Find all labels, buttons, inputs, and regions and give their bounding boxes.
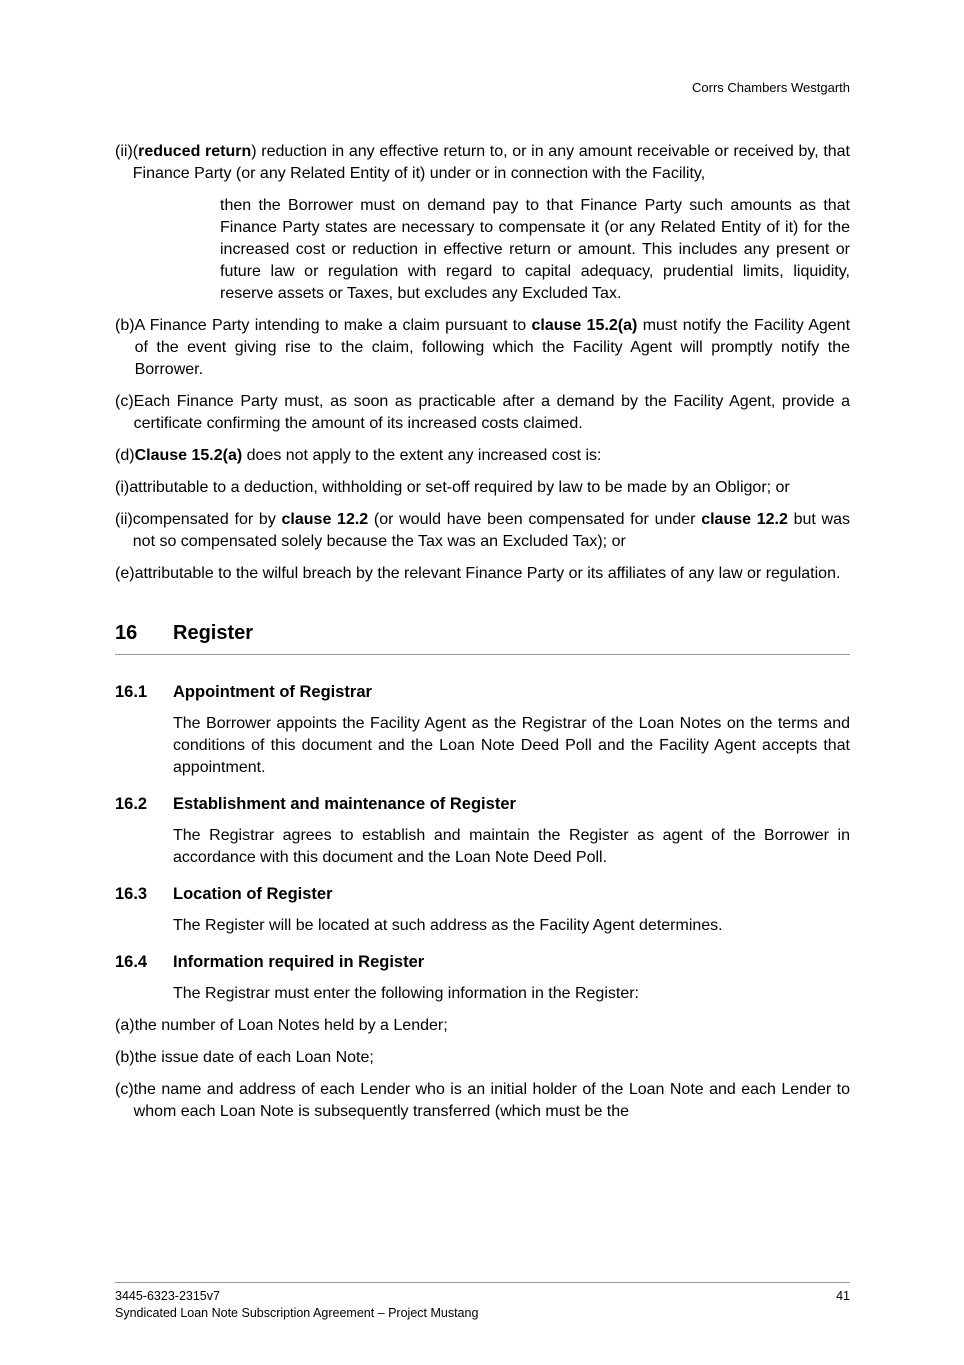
subsection-heading — [115, 951, 850, 973]
paragraph — [173, 915, 850, 937]
clause-label: (b) — [115, 1049, 135, 1066]
subsection-heading — [115, 883, 850, 905]
text-run: then the Borrower must on demand pay to that Finance Party such amounts as that Finance Party states are necessary to compensate it (or any Related Entity of it) for the increased cost or reduction in effective return or amount. This includes any present or future law or regulation with regard to capital adequacy, prudential limits, liquidity, reserve assets or Taxes, but excludes any Excluded Tax. — [220, 197, 850, 302]
clause-text — [135, 1015, 850, 1037]
text-run: clause 15.2(a) — [531, 317, 638, 334]
text-run: the number of Loan Notes held by a Lender; — [134, 1017, 448, 1034]
section-heading — [115, 621, 850, 645]
clause-list-item — [115, 509, 850, 553]
document-body — [115, 141, 850, 1123]
text-run: attributable to the wilful breach by the relevant Finance Party or its affiliates of any law or regulation. — [134, 565, 841, 582]
clause-list-item — [115, 391, 850, 435]
clause-text — [133, 141, 850, 185]
text-run: ) reduction in any effective return to, or in any amount receivable or received by, that Finance Party (or any Related Entity of it) under or in connection with the Facility, — [132, 143, 851, 182]
clause-label: (d) — [115, 447, 135, 464]
clause-list-item — [115, 563, 850, 585]
footer-rule — [115, 1282, 850, 1283]
clause-list-item — [115, 141, 850, 185]
text-run: Clause 15.2(a) — [134, 447, 243, 464]
clause-text — [135, 445, 850, 467]
clause-text — [134, 391, 850, 435]
text-run: does not apply to the extent any increased cost is: — [242, 447, 602, 464]
text-run: attributable to a deduction, withholding or set-off required by law to be made by an Obligor; or — [129, 479, 790, 496]
text-run: the issue date of each Loan Note; — [134, 1049, 374, 1066]
doc-title: Syndicated Loan Note Subscription Agreement – Project Mustang — [115, 1306, 479, 1320]
clause-label: (c) — [115, 1081, 134, 1098]
section-number: 16 — [115, 622, 138, 644]
text-run: The Borrower appoints the Facility Agent as the Registrar of the Loan Notes on the terms and conditions of this document and the Loan Note Deed Poll and the Facility Agent accepts that appointment. — [173, 715, 850, 776]
subsection-number: 16.2 — [115, 795, 148, 813]
text-run: the name and address of each Lender who is an initial holder of the Loan Note and each Lender to whom each Loan Note is subsequently transferred (which must be the — [133, 1081, 850, 1120]
subsection-number: 16.4 — [115, 953, 148, 971]
text-run: clause 12.2 — [281, 511, 369, 528]
doc-reference: 3445-6323-2315v7 — [115, 1289, 220, 1303]
clause-label: (a) — [115, 1017, 135, 1034]
section-title: Register — [173, 622, 254, 644]
text-run: The Registrar agrees to establish and maintain the Register as agent of the Borrower in accordance with this document and the Loan Note Deed Poll. — [173, 827, 850, 866]
clause-label: (i) — [115, 479, 130, 496]
page-header — [115, 80, 850, 95]
page-content — [115, 0, 850, 1123]
text-run: but was not so compensated solely because the Tax was an Excluded Tax); or — [132, 511, 850, 550]
paragraph — [220, 195, 850, 305]
text-run: compensated for by — [132, 511, 282, 528]
paragraph — [173, 983, 850, 1005]
clause-label: (e) — [115, 565, 135, 582]
clause-list-item — [115, 315, 850, 381]
text-run: must notify the Facility Agent of the event giving rise to the claim, following which the Facility Agent will promptly notify the Borrower. — [134, 317, 851, 378]
text-run: clause 12.2 — [701, 511, 788, 528]
text-run: The Registrar must enter the following information in the Register: — [173, 985, 639, 1002]
clause-text — [135, 563, 850, 585]
clause-text — [135, 315, 850, 381]
text-run: reduced return — [138, 143, 252, 160]
clause-text — [135, 1047, 850, 1069]
clause-label: (ii) — [115, 143, 133, 160]
clause-list-item — [115, 477, 850, 499]
text-run: Each Finance Party must, as soon as practicable after a demand by the Facility Agent, provide a certificate confirming the amount of its increased costs claimed. — [133, 393, 850, 432]
text-run: (or would have been compensated for under — [368, 511, 702, 528]
clause-text — [134, 1079, 850, 1123]
subsection-title: Location of Register — [173, 885, 333, 903]
paragraph — [173, 825, 850, 869]
clause-label: (ii) — [115, 511, 133, 528]
subsection-title: Establishment and maintenance of Register — [173, 795, 516, 813]
clause-list-item — [115, 1047, 850, 1069]
clause-list-item — [115, 1079, 850, 1123]
paragraph — [173, 713, 850, 779]
subsection-title: Information required in Register — [173, 953, 425, 971]
subsection-number: 16.1 — [115, 683, 148, 701]
text-run: ( — [132, 143, 139, 160]
text-run: A Finance Party intending to make a claim pursuant to — [134, 317, 532, 334]
clause-label: (b) — [115, 317, 135, 334]
subsection-heading — [115, 681, 850, 703]
page-footer — [115, 1282, 850, 1322]
subsection-number: 16.3 — [115, 885, 148, 903]
subsection-title: Appointment of Registrar — [173, 683, 372, 701]
clause-list-item — [115, 445, 850, 467]
clause-text — [133, 509, 850, 553]
page-number: 41 — [836, 1289, 850, 1303]
clause-label: (c) — [115, 393, 134, 410]
subsection-heading — [115, 793, 850, 815]
section-rule — [115, 654, 850, 655]
text-run: The Register will be located at such address as the Facility Agent determines. — [173, 917, 723, 934]
clause-text — [129, 477, 850, 499]
firm-name: Corrs Chambers Westgarth — [692, 80, 850, 95]
clause-list-item — [115, 1015, 850, 1037]
